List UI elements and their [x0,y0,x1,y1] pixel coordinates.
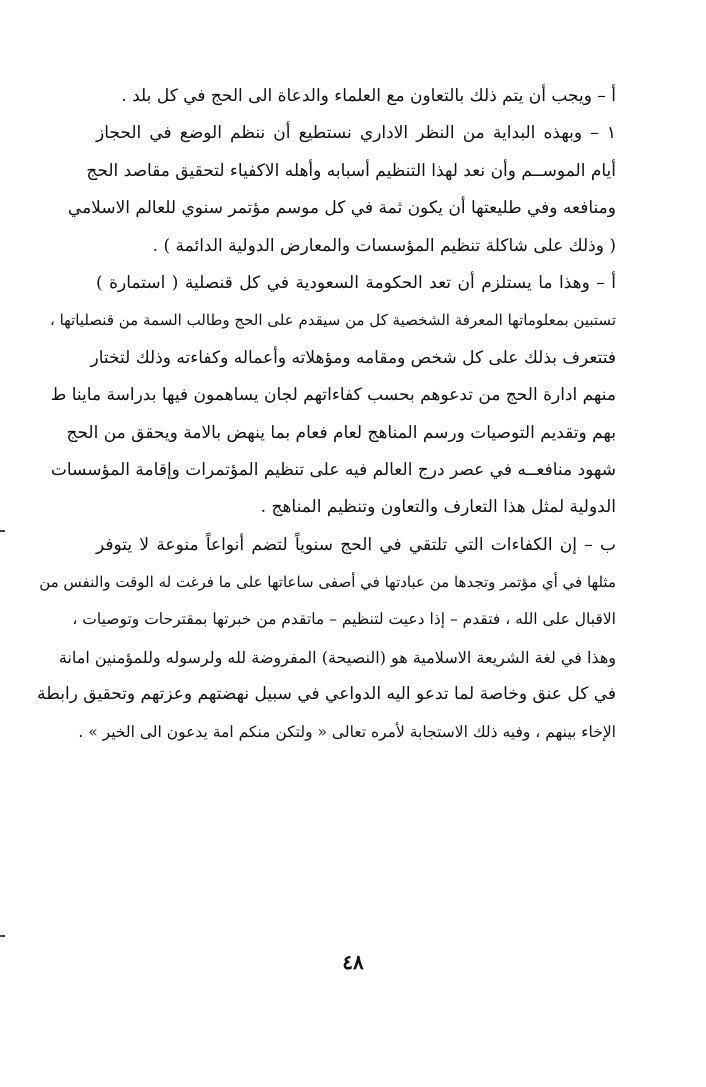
text-line: ومنافعه وفي طليعتها أن يكون ثمة في كل موسم مؤتمر سنوي للعالم الاسلامي [67,198,616,219]
text-line: الاقبال على الله ، فتقدم – إذا دعيت لتنظيم – ماتقدم من خبرتها بمقترحات وتوصيات ، [72,610,616,629]
text-line: الإخاء بينهم ، وفيه ذلك الاستجابة لأمره تعالى « ولتكن منكم امة يدعون الى الخير » . [78,722,616,741]
text-line: تستبين بمعلوماتها المعرفة الشخصية كل من سيقدم على الحج وطالب السمة من قنصلياتها ، [49,311,616,330]
text-line: فتتعرف بذلك على كل شخص ومقامه ومؤهلاته وأعماله وكفاءته وذلك لتختار [90,347,616,368]
text-line: ١ – وبهذه البداية من النظر الاداري نستطيع أن ننظم الوضع في الحجاز [96,123,616,144]
text-line: شهود منافعــه في عصر درج العالم فيه على تنظيم المؤتمرات وإقامة المؤسسات [50,459,616,480]
text-line: بهم وتقديم التوصيات ورسم المناهج لعام فعام بما ينهض بالامة ويحقق من الحج [66,422,616,443]
text-line: الدولية لمثل هذا التعارف والتعاون وتنظيم المناهج . [260,497,616,518]
text-line: مثلها في أي مؤتمر وتجدها من عبادتها في أصفى ساعاتها على ما فرغت له الوقت والنفس من [39,573,616,592]
page-number: ٤٨ [342,950,364,974]
text-line: منهم ادارة الحج من تدعوهم بحسب كفاءاتهم لجان يساهمون فيها بدراسة ماينا ط [50,385,616,406]
body-text [37,78,616,751]
margin-mark [0,530,5,532]
text-line: ب – إن الكفاءات التي تلتقي في الحج سنوياً لتضم أنواعاً منوعة لا يتوفر [96,534,616,555]
text-line: أ – وهذا ما يستلزم أن تعد الحكومة السعودية في كل قنصلية ( استمارة ) [96,272,616,293]
text-line: أيام الموســم وأن نعد لهذا التنظيم أسبابه وأهله الاكفياء لتحقيق مقاصد الحج [86,160,616,181]
margin-mark [0,935,5,937]
text-line: وهذا في لغة الشريعة الاسلامية هو (النصيحة) المفروضة لله ولرسوله وللمؤمنين امانة [58,647,616,667]
text-line: أ – ويجب أن يتم ذلك بالتعاون مع العلماء والدعاة الى الحج في كل بلد . [121,86,616,106]
text-line: ( وذلك على شاكلة تنظيم المؤسسات والمعارض الدولية الدائمة ) . [152,235,616,256]
text-line: في كل عنق وخاصة لما تدعو اليه الدواعي في سبيل نهضتهم وعزتهم وتحقيق رابطة [37,684,616,705]
